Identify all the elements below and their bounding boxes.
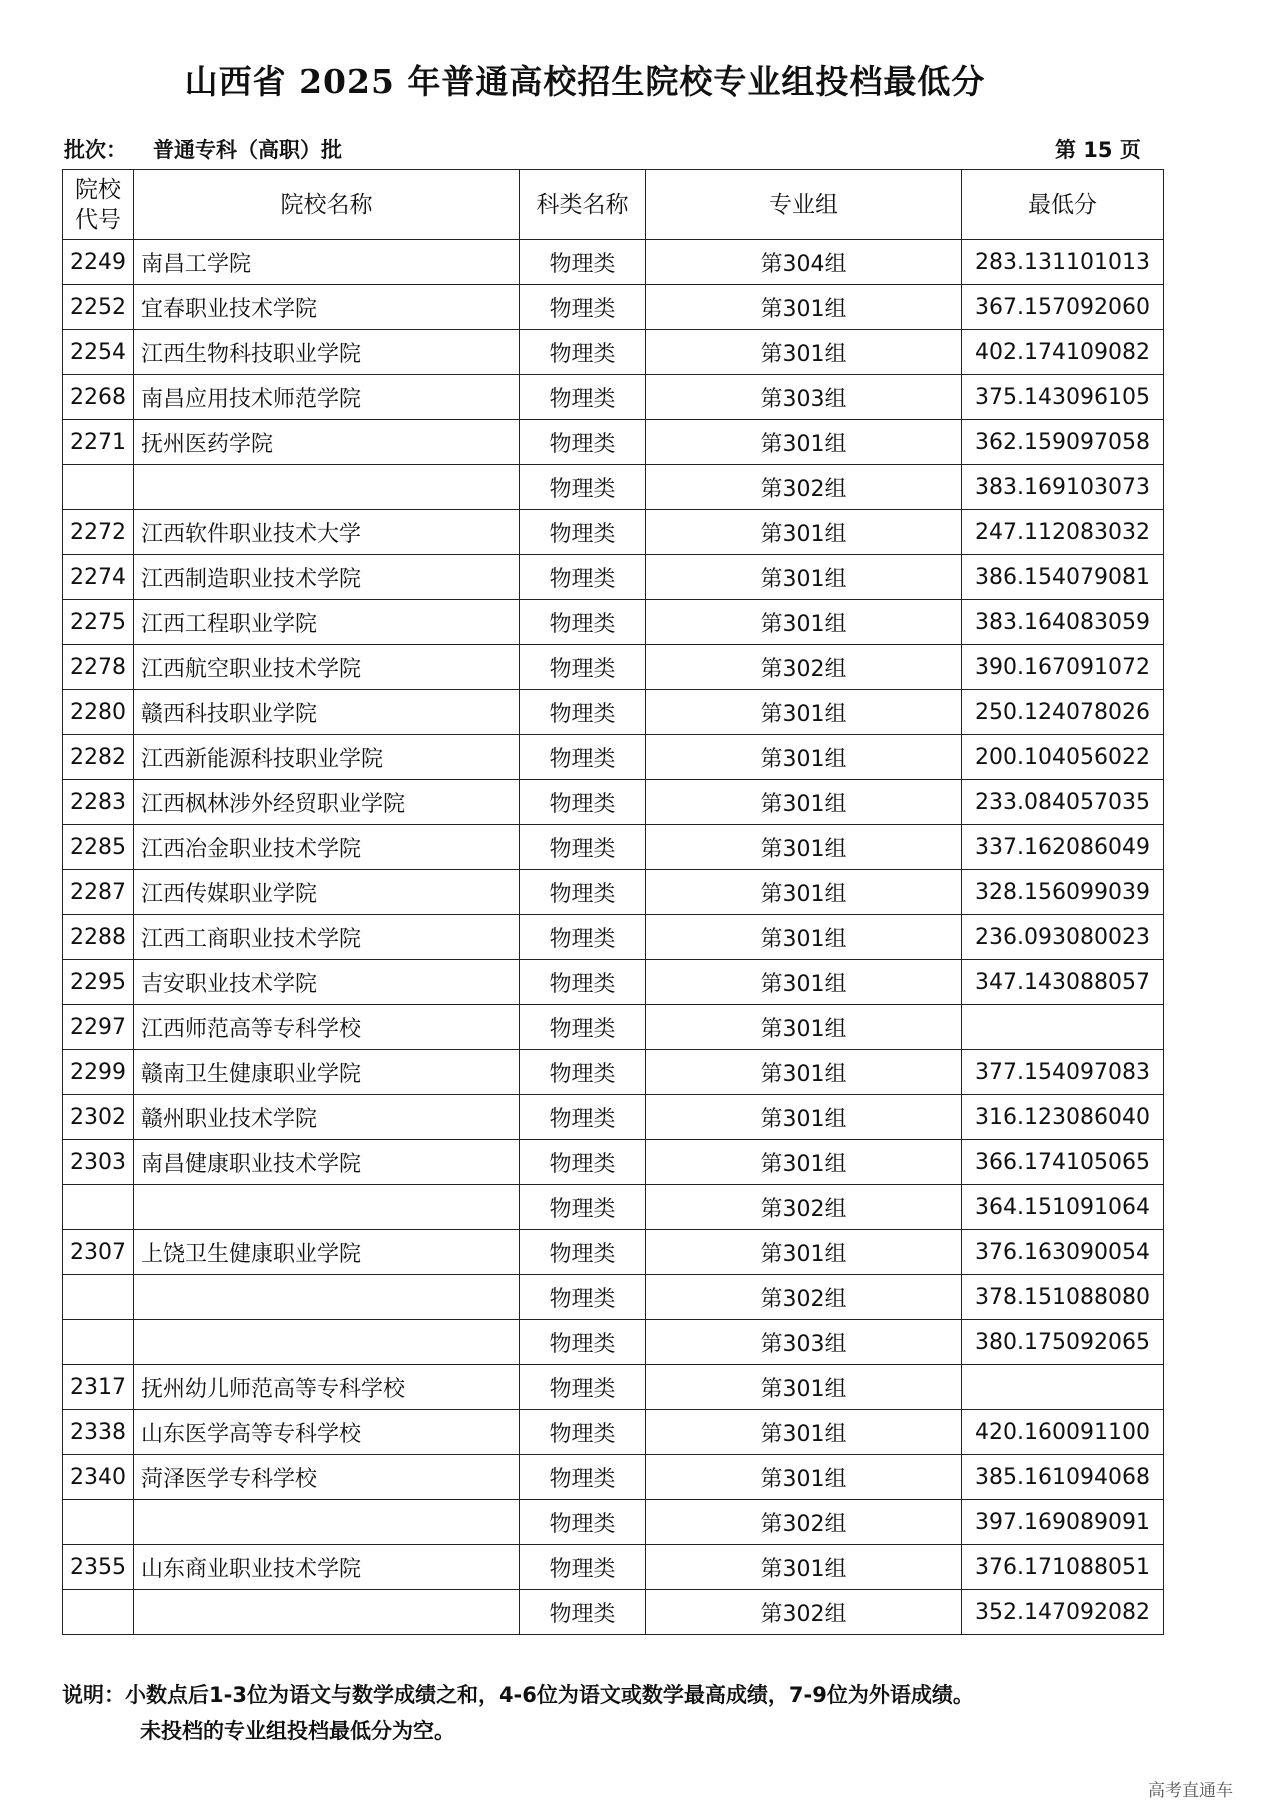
cell-group: 第301组 bbox=[646, 1005, 962, 1050]
cell-category: 物理类 bbox=[520, 1455, 646, 1500]
table-row bbox=[63, 690, 1164, 735]
cell-group: 第302组 bbox=[646, 1185, 962, 1230]
cell-category: 物理类 bbox=[520, 1320, 646, 1365]
cell-code: 2249 bbox=[63, 240, 134, 285]
cell-name: 赣南卫生健康职业学院 bbox=[134, 1050, 520, 1095]
footnote-line-2: 未投档的专业组投档最低分为空。 bbox=[140, 1719, 455, 1743]
cell-score: 390.167091072 bbox=[962, 645, 1164, 690]
cell-score: 378.151088080 bbox=[962, 1275, 1164, 1320]
cell-category: 物理类 bbox=[520, 510, 646, 555]
cell-code: 2299 bbox=[63, 1050, 134, 1095]
cell-category: 物理类 bbox=[520, 375, 646, 420]
table-row bbox=[63, 600, 1164, 645]
cell-code: 2283 bbox=[63, 780, 134, 825]
cell-group: 第301组 bbox=[646, 735, 962, 780]
cell-category: 物理类 bbox=[520, 870, 646, 915]
cell-score: 328.156099039 bbox=[962, 870, 1164, 915]
cell-score: 236.093080023 bbox=[962, 915, 1164, 960]
cell-category: 物理类 bbox=[520, 1140, 646, 1185]
cell-category: 物理类 bbox=[520, 1230, 646, 1275]
cell-code bbox=[63, 1320, 134, 1365]
cell-group: 第301组 bbox=[646, 1140, 962, 1185]
cell-code: 2285 bbox=[63, 825, 134, 870]
cell-score: 383.164083059 bbox=[962, 600, 1164, 645]
cell-name: 山东医学高等专科学校 bbox=[134, 1410, 520, 1455]
cell-name: 南昌工学院 bbox=[134, 240, 520, 285]
cell-name: 江西枫林涉外经贸职业学院 bbox=[134, 780, 520, 825]
table-row bbox=[63, 375, 1164, 420]
cell-name bbox=[134, 465, 520, 510]
cell-name: 宜春职业技术学院 bbox=[134, 285, 520, 330]
cell-category: 物理类 bbox=[520, 915, 646, 960]
cell-code: 2254 bbox=[63, 330, 134, 375]
cell-name: 江西生物科技职业学院 bbox=[134, 330, 520, 375]
cell-group: 第302组 bbox=[646, 465, 962, 510]
cell-name: 江西工商职业技术学院 bbox=[134, 915, 520, 960]
cell-code bbox=[63, 465, 134, 510]
cell-category: 物理类 bbox=[520, 1410, 646, 1455]
footnote bbox=[62, 1677, 1202, 1749]
cell-score: 352.147092082 bbox=[962, 1590, 1164, 1635]
cell-group: 第304组 bbox=[646, 240, 962, 285]
cell-code: 2252 bbox=[63, 285, 134, 330]
cell-group: 第302组 bbox=[646, 1590, 962, 1635]
cell-group: 第303组 bbox=[646, 1320, 962, 1365]
cell-group: 第301组 bbox=[646, 1230, 962, 1275]
cell-score: 367.157092060 bbox=[962, 285, 1164, 330]
cell-group: 第301组 bbox=[646, 960, 962, 1005]
table-row bbox=[63, 1095, 1164, 1140]
table-row bbox=[63, 1005, 1164, 1050]
cell-score: 377.154097083 bbox=[962, 1050, 1164, 1095]
cell-name: 抚州医药学院 bbox=[134, 420, 520, 465]
cell-category: 物理类 bbox=[520, 240, 646, 285]
cell-category: 物理类 bbox=[520, 600, 646, 645]
table-row bbox=[63, 465, 1164, 510]
cell-code bbox=[63, 1275, 134, 1320]
table-row bbox=[63, 1050, 1164, 1095]
cell-group: 第301组 bbox=[646, 1365, 962, 1410]
score-table bbox=[62, 169, 1164, 1635]
cell-name: 江西制造职业技术学院 bbox=[134, 555, 520, 600]
table-row bbox=[63, 735, 1164, 780]
cell-score: 316.123086040 bbox=[962, 1095, 1164, 1140]
table-row bbox=[63, 1500, 1164, 1545]
cell-category: 物理类 bbox=[520, 420, 646, 465]
cell-group: 第301组 bbox=[646, 780, 962, 825]
header-group: 专业组 bbox=[646, 170, 962, 240]
cell-category: 物理类 bbox=[520, 1275, 646, 1320]
header-score: 最低分 bbox=[962, 170, 1164, 240]
cell-category: 物理类 bbox=[520, 780, 646, 825]
cell-group: 第301组 bbox=[646, 600, 962, 645]
cell-category: 物理类 bbox=[520, 330, 646, 375]
table-row bbox=[63, 1545, 1164, 1590]
cell-category: 物理类 bbox=[520, 1185, 646, 1230]
cell-score: 337.162086049 bbox=[962, 825, 1164, 870]
footnote-line-1: 说明：小数点后1-3位为语文与数学成绩之和，4-6位为语文或数学最高成绩，7-9位为外语成绩。 bbox=[62, 1683, 974, 1707]
table-row bbox=[63, 645, 1164, 690]
table-row bbox=[63, 240, 1164, 285]
cell-score: 247.112083032 bbox=[962, 510, 1164, 555]
cell-code: 2355 bbox=[63, 1545, 134, 1590]
cell-code: 2307 bbox=[63, 1230, 134, 1275]
cell-score: 364.151091064 bbox=[962, 1185, 1164, 1230]
cell-category: 物理类 bbox=[520, 960, 646, 1005]
cell-category: 物理类 bbox=[520, 1545, 646, 1590]
cell-score: 233.084057035 bbox=[962, 780, 1164, 825]
cell-group: 第301组 bbox=[646, 420, 962, 465]
cell-name: 赣州职业技术学院 bbox=[134, 1095, 520, 1140]
cell-code: 2295 bbox=[63, 960, 134, 1005]
cell-name bbox=[134, 1185, 520, 1230]
cell-category: 物理类 bbox=[520, 1050, 646, 1095]
cell-name: 江西新能源科技职业学院 bbox=[134, 735, 520, 780]
cell-score: 397.169089091 bbox=[962, 1500, 1164, 1545]
cell-code bbox=[63, 1590, 134, 1635]
cell-group: 第301组 bbox=[646, 1050, 962, 1095]
cell-name: 南昌健康职业技术学院 bbox=[134, 1140, 520, 1185]
header-category: 科类名称 bbox=[520, 170, 646, 240]
cell-code: 2297 bbox=[63, 1005, 134, 1050]
cell-code: 2288 bbox=[63, 915, 134, 960]
cell-code: 2271 bbox=[63, 420, 134, 465]
cell-score: 250.124078026 bbox=[962, 690, 1164, 735]
cell-category: 物理类 bbox=[520, 1365, 646, 1410]
cell-name: 菏泽医学专科学校 bbox=[134, 1455, 520, 1500]
cell-name bbox=[134, 1590, 520, 1635]
cell-group: 第302组 bbox=[646, 1275, 962, 1320]
cell-group: 第301组 bbox=[646, 870, 962, 915]
cell-group: 第301组 bbox=[646, 510, 962, 555]
cell-score bbox=[962, 1365, 1164, 1410]
cell-code: 2268 bbox=[63, 375, 134, 420]
table-row bbox=[63, 915, 1164, 960]
cell-category: 物理类 bbox=[520, 825, 646, 870]
page-title: 山西省 2025 年普通高校招生院校专业组投档最低分 bbox=[184, 62, 986, 101]
cell-score: 366.174105065 bbox=[962, 1140, 1164, 1185]
cell-name bbox=[134, 1500, 520, 1545]
cell-name: 江西传媒职业学院 bbox=[134, 870, 520, 915]
cell-group: 第301组 bbox=[646, 285, 962, 330]
cell-score: 200.104056022 bbox=[962, 735, 1164, 780]
cell-name: 抚州幼儿师范高等专科学校 bbox=[134, 1365, 520, 1410]
cell-category: 物理类 bbox=[520, 690, 646, 735]
cell-score: 376.163090054 bbox=[962, 1230, 1164, 1275]
cell-group: 第301组 bbox=[646, 1410, 962, 1455]
table-row bbox=[63, 420, 1164, 465]
cell-code: 2287 bbox=[63, 870, 134, 915]
cell-name: 上饶卫生健康职业学院 bbox=[134, 1230, 520, 1275]
cell-code: 2278 bbox=[63, 645, 134, 690]
cell-name: 江西师范高等专科学校 bbox=[134, 1005, 520, 1050]
cell-group: 第301组 bbox=[646, 1455, 962, 1500]
cell-group: 第301组 bbox=[646, 690, 962, 735]
table-row bbox=[63, 285, 1164, 330]
cell-name: 江西航空职业技术学院 bbox=[134, 645, 520, 690]
cell-code: 2303 bbox=[63, 1140, 134, 1185]
cell-group: 第301组 bbox=[646, 915, 962, 960]
table-row bbox=[63, 1365, 1164, 1410]
cell-group: 第301组 bbox=[646, 825, 962, 870]
cell-group: 第303组 bbox=[646, 375, 962, 420]
cell-category: 物理类 bbox=[520, 555, 646, 600]
cell-code: 2317 bbox=[63, 1365, 134, 1410]
cell-score: 283.131101013 bbox=[962, 240, 1164, 285]
cell-score: 376.171088051 bbox=[962, 1545, 1164, 1590]
table-row bbox=[63, 1185, 1164, 1230]
cell-code: 2272 bbox=[63, 510, 134, 555]
cell-name: 山东商业职业技术学院 bbox=[134, 1545, 520, 1590]
cell-code: 2282 bbox=[63, 735, 134, 780]
table-body bbox=[63, 240, 1164, 1635]
cell-code: 2275 bbox=[63, 600, 134, 645]
table-row bbox=[63, 780, 1164, 825]
cell-category: 物理类 bbox=[520, 735, 646, 780]
cell-score: 380.175092065 bbox=[962, 1320, 1164, 1365]
header-code: 院校 代号 bbox=[63, 170, 134, 240]
table-row bbox=[63, 1590, 1164, 1635]
cell-code bbox=[63, 1185, 134, 1230]
cell-code: 2274 bbox=[63, 555, 134, 600]
table-row bbox=[63, 1320, 1164, 1365]
cell-name: 赣西科技职业学院 bbox=[134, 690, 520, 735]
cell-category: 物理类 bbox=[520, 1500, 646, 1545]
cell-score: 386.154079081 bbox=[962, 555, 1164, 600]
table-row bbox=[63, 1275, 1164, 1320]
cell-score: 375.143096105 bbox=[962, 375, 1164, 420]
table-header-row bbox=[63, 170, 1164, 240]
cell-name bbox=[134, 1320, 520, 1365]
table-row bbox=[63, 870, 1164, 915]
cell-name: 南昌应用技术师范学院 bbox=[134, 375, 520, 420]
cell-category: 物理类 bbox=[520, 1005, 646, 1050]
cell-score: 385.161094068 bbox=[962, 1455, 1164, 1500]
cell-category: 物理类 bbox=[520, 645, 646, 690]
cell-score: 347.143088057 bbox=[962, 960, 1164, 1005]
cell-code: 2338 bbox=[63, 1410, 134, 1455]
cell-group: 第301组 bbox=[646, 555, 962, 600]
page-number: 第 15 页 bbox=[1055, 138, 1141, 162]
cell-name: 吉安职业技术学院 bbox=[134, 960, 520, 1005]
table-row bbox=[63, 1410, 1164, 1455]
header-name: 院校名称 bbox=[134, 170, 520, 240]
cell-score bbox=[962, 1005, 1164, 1050]
cell-category: 物理类 bbox=[520, 465, 646, 510]
table-row bbox=[63, 555, 1164, 600]
cell-group: 第302组 bbox=[646, 1500, 962, 1545]
table-row bbox=[63, 510, 1164, 555]
cell-score: 420.160091100 bbox=[962, 1410, 1164, 1455]
cell-code: 2340 bbox=[63, 1455, 134, 1500]
cell-name: 江西工程职业学院 bbox=[134, 600, 520, 645]
table-row bbox=[63, 1230, 1164, 1275]
cell-group: 第302组 bbox=[646, 645, 962, 690]
cell-code bbox=[63, 1500, 134, 1545]
cell-score: 362.159097058 bbox=[962, 420, 1164, 465]
watermark: 高考直通车 bbox=[1148, 1781, 1233, 1801]
cell-name: 江西冶金职业技术学院 bbox=[134, 825, 520, 870]
cell-category: 物理类 bbox=[520, 285, 646, 330]
cell-group: 第301组 bbox=[646, 330, 962, 375]
table-row bbox=[63, 1455, 1164, 1500]
batch-value: 普通专科（高职）批 bbox=[153, 138, 342, 162]
cell-score: 402.174109082 bbox=[962, 330, 1164, 375]
cell-category: 物理类 bbox=[520, 1590, 646, 1635]
table-row bbox=[63, 960, 1164, 1005]
table-row bbox=[63, 330, 1164, 375]
table-row bbox=[63, 825, 1164, 870]
cell-group: 第301组 bbox=[646, 1545, 962, 1590]
cell-code: 2302 bbox=[63, 1095, 134, 1140]
cell-name: 江西软件职业技术大学 bbox=[134, 510, 520, 555]
cell-category: 物理类 bbox=[520, 1095, 646, 1140]
batch-info bbox=[64, 134, 342, 164]
batch-label: 批次： bbox=[64, 138, 127, 162]
cell-code: 2280 bbox=[63, 690, 134, 735]
cell-score: 383.169103073 bbox=[962, 465, 1164, 510]
table-row bbox=[63, 1140, 1164, 1185]
cell-name bbox=[134, 1275, 520, 1320]
cell-group: 第301组 bbox=[646, 1095, 962, 1140]
